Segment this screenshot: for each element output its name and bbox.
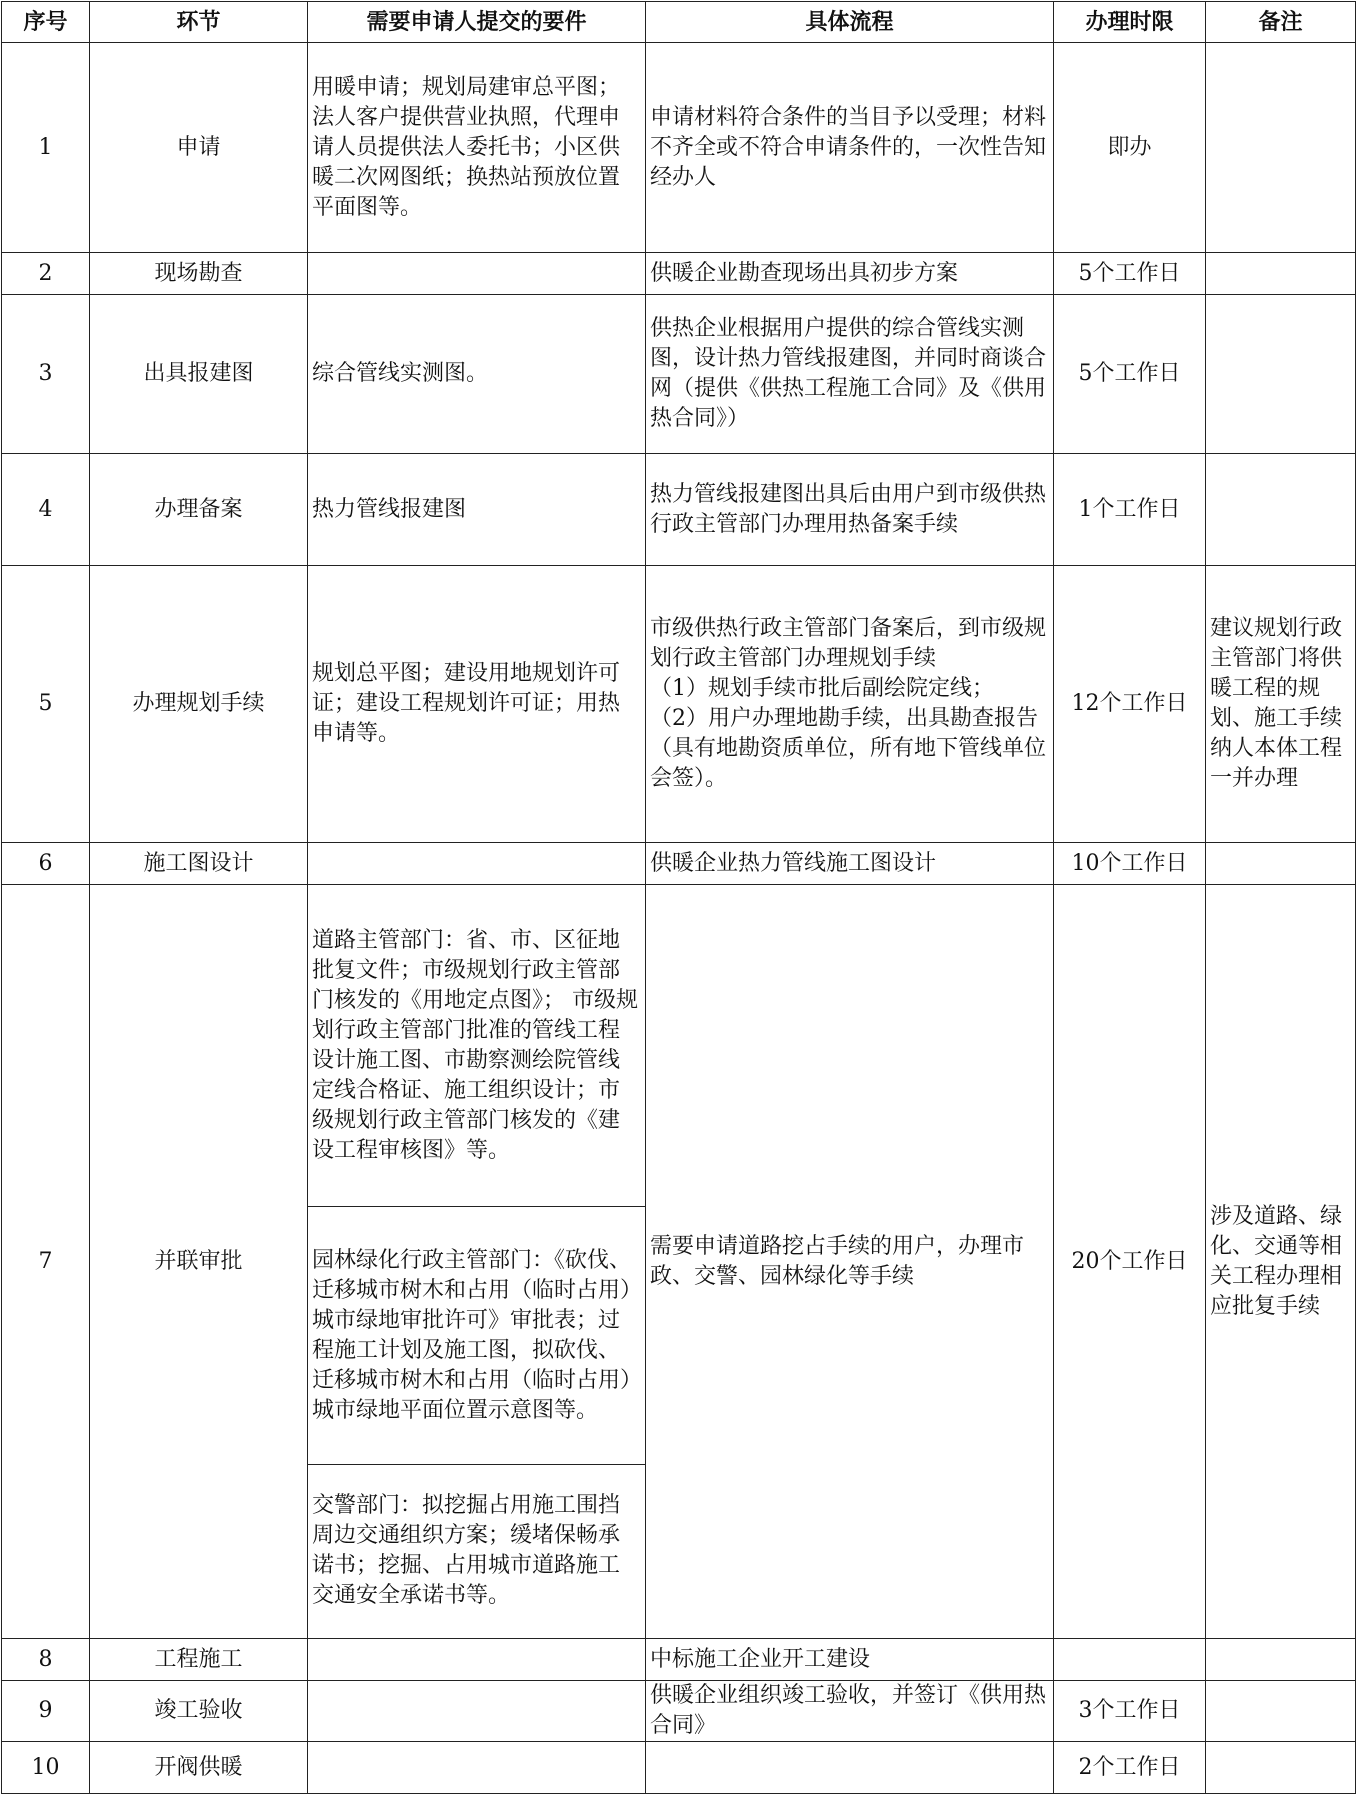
row-flow: 供暖企业热力管线施工图设计: [646, 843, 1054, 885]
row-time: 1个工作日: [1054, 454, 1206, 566]
row-note: 涉及道路、绿化、交通等相关工程办理相应批复手续: [1206, 885, 1356, 1639]
table-row: [2, 43, 1356, 253]
row-docs: [308, 1639, 646, 1681]
table-row: [2, 885, 1356, 1639]
row-time: 12个工作日: [1054, 566, 1206, 843]
table-row: [2, 843, 1356, 885]
row-no: 10: [2, 1742, 90, 1794]
row-time: 2个工作日: [1054, 1742, 1206, 1794]
row-stage: 开阀供暖: [90, 1742, 308, 1794]
header-note: 备注: [1206, 2, 1356, 43]
row-flow: 需要申请道路挖占手续的用户，办理市政、交警、园林绿化等手续: [646, 885, 1054, 1639]
table-row: [2, 1639, 1356, 1681]
row-time: 5个工作日: [1054, 295, 1206, 454]
row-time: 20个工作日: [1054, 885, 1206, 1639]
row-flow: [646, 1742, 1054, 1794]
row-stage: 现场勘查: [90, 253, 308, 295]
header-row: [2, 2, 1356, 43]
row-time: 3个工作日: [1054, 1681, 1206, 1742]
row-flow: 热力管线报建图出具后由用户到市级供热行政主管部门办理用热备案手续: [646, 454, 1054, 566]
row-stage: 办理备案: [90, 454, 308, 566]
table-row: [2, 253, 1356, 295]
table-row: [2, 1742, 1356, 1794]
table-row: [2, 566, 1356, 843]
header-docs: 需要申请人提交的要件: [308, 2, 646, 43]
docs-part-traffic: 交警部门：拟挖掘占用施工围挡周边交通组织方案；缓堵保畅承诺书；挖掘、占用城市道路施工交通安全承诺书等。: [312, 1493, 621, 1608]
row-docs: [308, 1681, 646, 1742]
header-flow: 具体流程: [646, 2, 1054, 43]
row-docs: 热力管线报建图: [308, 454, 646, 566]
row-flow: 供暖企业组织竣工验收，并签订《供用热合同》: [646, 1681, 1054, 1742]
row-no: 3: [2, 295, 90, 454]
row-no: 6: [2, 843, 90, 885]
header-time: 办理时限: [1054, 2, 1206, 43]
row-no: 9: [2, 1681, 90, 1742]
row-note: [1206, 1742, 1356, 1794]
row-stage: 出具报建图: [90, 295, 308, 454]
row-stage: 工程施工: [90, 1639, 308, 1681]
row-flow: 申请材料符合条件的当目予以受理；材料不齐全或不符合申请条件的，一次性告知经办人: [646, 43, 1054, 253]
row-stage: 竣工验收: [90, 1681, 308, 1742]
row-stage: 施工图设计: [90, 843, 308, 885]
table-row: [2, 1681, 1356, 1742]
row-docs: 用暖申请；规划局建审总平图；法人客户提供营业执照，代理申请人员提供法人委托书；小区供暖二次网图纸；换热站预放位置平面图等。: [308, 43, 646, 253]
row-time: [1054, 1639, 1206, 1681]
row-docs: [308, 1742, 646, 1794]
row-stage: 办理规划手续: [90, 566, 308, 843]
row-docs: [308, 885, 646, 1639]
row-stage: 并联审批: [90, 885, 308, 1639]
row-note: [1206, 295, 1356, 454]
docs-part-road: 道路主管部门：省、市、区征地批复文件；市级规划行政主管部门核发的《用地定点图》； 市级规划行政主管部门批准的管线工程设计施工图、市勘察测绘院管线定线合格证、施工组织设计；市级规划行政主管部门核发的《建设工程审核图》等。: [308, 885, 645, 1207]
row-flow: 供暖企业勘查现场出具初步方案: [646, 253, 1054, 295]
procedure-table: [1, 1, 1356, 1794]
row-no: 5: [2, 566, 90, 843]
header-stage: 环节: [90, 2, 308, 43]
header-no: 序号: [2, 2, 90, 43]
row-no: 4: [2, 454, 90, 566]
row-note: [1206, 1681, 1356, 1742]
row-time: 即办: [1054, 43, 1206, 253]
row-no: 1: [2, 43, 90, 253]
row-no: 8: [2, 1639, 90, 1681]
row-note: [1206, 43, 1356, 253]
row-flow: 市级供热行政主管部门备案后，到市级规划行政主管部门办理规划手续 （1）规划手续市批后副绘院定线； （2）用户办理地勘手续，出具勘查报告（具有地勘资质单位，所有地下管线单位会签）。: [646, 566, 1054, 843]
row-flow: 中标施工企业开工建设: [646, 1639, 1054, 1681]
row-docs: [308, 843, 646, 885]
docs-part-greening: 园林绿化行政主管部门：《砍伐、迁移城市树木和占用（临时占用）城市绿地审批许可》审批表；过程施工计划及施工图，拟砍伐、迁移城市树木和占用（临时占用）城市绿地平面位置示意图等。: [308, 1207, 645, 1465]
row-docs: 综合管线实测图。: [308, 295, 646, 454]
row-docs: [308, 253, 646, 295]
row-no: 2: [2, 253, 90, 295]
row-time: 5个工作日: [1054, 253, 1206, 295]
row-flow: 供热企业根据用户提供的综合管线实测图，设计热力管线报建图，并同时商谈合网（提供《供热工程施工合同》及《供用热合同》）: [646, 295, 1054, 454]
row-note: [1206, 1639, 1356, 1681]
row-no: 7: [2, 885, 90, 1639]
table-row: [2, 295, 1356, 454]
row-note: [1206, 253, 1356, 295]
table-row: [2, 454, 1356, 566]
row-note: [1206, 454, 1356, 566]
row-time: 10个工作日: [1054, 843, 1206, 885]
row-docs: 规划总平图；建设用地规划许可证；建设工程规划许可证；用热申请等。: [308, 566, 646, 843]
row-note: 建议规划行政主管部门将供暖工程的规划、施工手续纳人本体工程一并办理: [1206, 566, 1356, 843]
row-stage: 申请: [90, 43, 308, 253]
row-note: [1206, 843, 1356, 885]
